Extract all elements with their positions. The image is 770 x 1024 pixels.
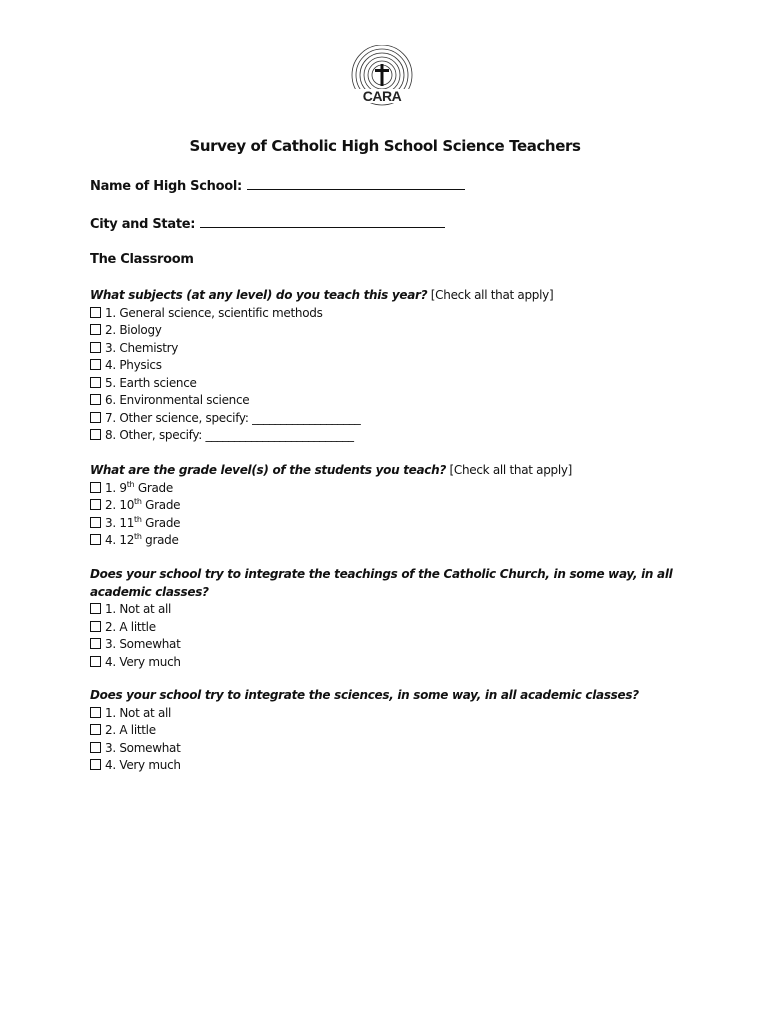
option-label: 3. Chemistry xyxy=(105,340,179,355)
option-checkbox[interactable] xyxy=(90,340,680,358)
option-checkbox[interactable] xyxy=(90,740,680,758)
checkbox-icon[interactable] xyxy=(90,324,101,335)
option-label: 4. Very much xyxy=(105,758,181,772)
option-label-post: Grade xyxy=(141,515,181,530)
cara-logo xyxy=(349,45,415,111)
option-label: 7. Other science, specify: ___________________ xyxy=(105,410,361,425)
option-label-sup: th xyxy=(134,514,142,524)
checkbox-icon[interactable] xyxy=(90,377,101,388)
option-checkbox[interactable] xyxy=(90,619,680,637)
option-label-pre: 4. 12 xyxy=(105,533,135,547)
city-state-label: City and State: xyxy=(90,217,196,232)
school-name-line[interactable] xyxy=(247,176,465,190)
city-state-field xyxy=(90,214,445,232)
checkbox-icon[interactable] xyxy=(90,724,101,735)
question-text: Does your school try to integrate the sciences, in some way, in all academic classes? xyxy=(90,688,639,702)
option-checkbox[interactable] xyxy=(90,497,680,515)
option-checkbox[interactable] xyxy=(90,410,680,428)
option-label: 2. A little xyxy=(105,723,156,737)
logo-text: CARA xyxy=(349,89,415,103)
checkbox-icon[interactable] xyxy=(90,394,101,405)
checkbox-icon[interactable] xyxy=(90,534,101,545)
option-label: 8. Other, specify: __________________________ xyxy=(105,428,354,442)
question-subjects xyxy=(90,287,680,445)
question-text: Does your school try to integrate the teachings of the Catholic Church, in some way, in all academic classes? xyxy=(90,567,673,599)
option-label: 6. Environmental science xyxy=(105,393,250,407)
question-text: What are the grade level(s) of the students you teach? xyxy=(90,463,447,477)
option-checkbox[interactable] xyxy=(90,532,680,550)
checkbox-icon[interactable] xyxy=(90,621,101,632)
option-label: 5. Earth science xyxy=(105,375,197,390)
checkbox-icon[interactable] xyxy=(90,499,101,510)
option-label-sup: th xyxy=(134,532,142,541)
question-catholic-integration xyxy=(90,566,680,671)
checkbox-icon[interactable] xyxy=(90,517,101,528)
option-label: 1. General science, scientific methods xyxy=(105,305,323,320)
option-checkbox[interactable] xyxy=(90,427,680,445)
question-note: [Check all that apply] xyxy=(449,463,573,477)
school-name-label: Name of High School: xyxy=(90,179,242,194)
option-label-pre: 2. 10 xyxy=(105,498,135,512)
option-label: 3. Somewhat xyxy=(105,740,181,755)
option-checkbox[interactable] xyxy=(90,480,680,498)
option-label: 3. Somewhat xyxy=(105,637,181,651)
question-science-integration xyxy=(90,687,680,775)
option-label: 2. A little xyxy=(105,619,156,634)
question-text: What subjects (at any level) do you teach this year? xyxy=(90,288,428,302)
option-label-sup: th xyxy=(134,497,142,506)
option-label-post: Grade xyxy=(134,480,173,495)
school-name-field xyxy=(90,176,465,194)
option-checkbox[interactable] xyxy=(90,654,680,672)
checkbox-icon[interactable] xyxy=(90,603,101,614)
option-checkbox[interactable] xyxy=(90,357,680,375)
page-title: Survey of Catholic High School Science Teachers xyxy=(189,137,581,155)
checkbox-icon[interactable] xyxy=(90,429,101,440)
option-label: 4. Physics xyxy=(105,358,162,372)
option-checkbox[interactable] xyxy=(90,305,680,323)
city-state-line[interactable] xyxy=(200,214,445,228)
option-checkbox[interactable] xyxy=(90,705,680,723)
option-checkbox[interactable] xyxy=(90,636,680,654)
option-label: 1. Not at all xyxy=(105,602,172,616)
option-checkbox[interactable] xyxy=(90,515,680,533)
checkbox-icon[interactable] xyxy=(90,656,101,667)
option-checkbox[interactable] xyxy=(90,375,680,393)
option-label-post: Grade xyxy=(141,498,181,512)
option-label: 1. Not at all xyxy=(105,705,172,720)
checkbox-icon[interactable] xyxy=(90,742,101,753)
option-checkbox[interactable] xyxy=(90,757,680,775)
section-title: The Classroom xyxy=(90,252,194,267)
checkbox-icon[interactable] xyxy=(90,482,101,493)
option-label-pre: 1. 9 xyxy=(105,480,127,495)
option-checkbox[interactable] xyxy=(90,722,680,740)
option-label: 2. Biology xyxy=(105,323,162,337)
checkbox-icon[interactable] xyxy=(90,707,101,718)
question-grade-levels xyxy=(90,462,680,550)
option-checkbox[interactable] xyxy=(90,322,680,340)
option-label-post: grade xyxy=(141,533,179,547)
checkbox-icon[interactable] xyxy=(90,307,101,318)
question-note: [Check all that apply] xyxy=(430,288,554,302)
option-checkbox[interactable] xyxy=(90,392,680,410)
option-label-pre: 3. 11 xyxy=(105,515,135,530)
checkbox-icon[interactable] xyxy=(90,638,101,649)
checkbox-icon[interactable] xyxy=(90,342,101,353)
option-label-sup: th xyxy=(126,479,135,489)
option-checkbox[interactable] xyxy=(90,601,680,619)
option-label: 4. Very much xyxy=(105,654,181,669)
checkbox-icon[interactable] xyxy=(90,359,101,370)
checkbox-icon[interactable] xyxy=(90,412,101,423)
checkbox-icon[interactable] xyxy=(90,759,101,770)
